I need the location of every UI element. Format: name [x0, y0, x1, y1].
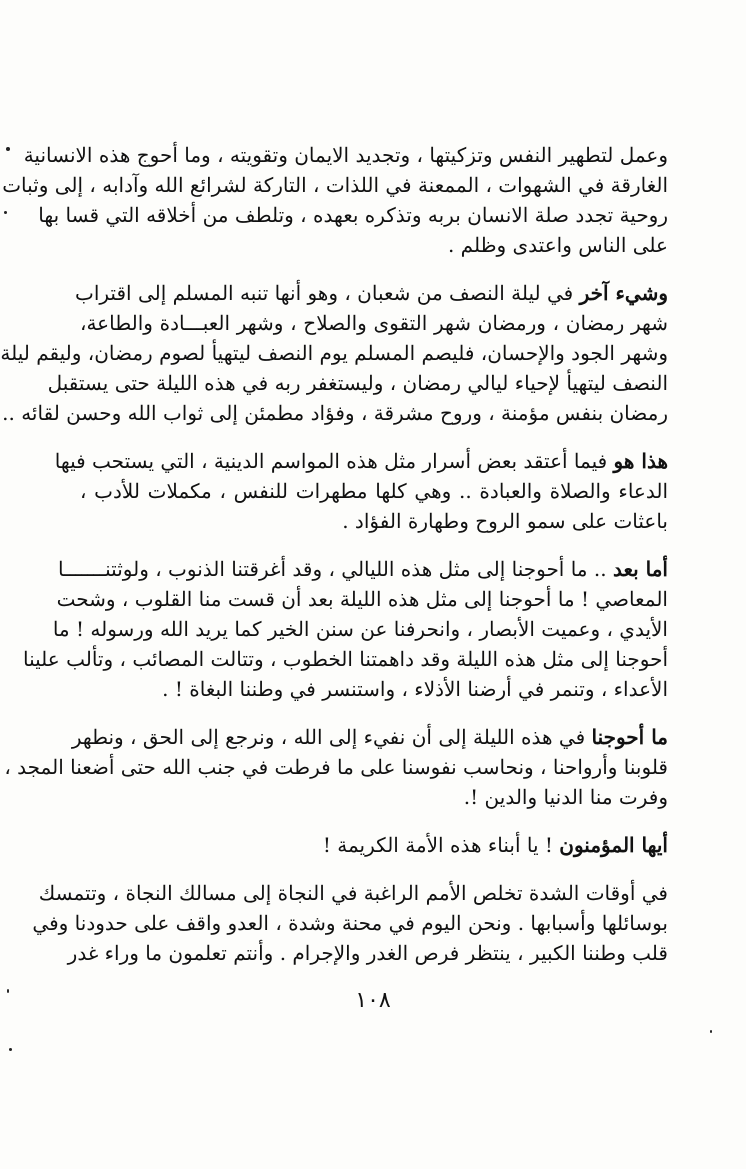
text-line: النصف ليتهيأ لإحياء ليالي رمضان ، وليستغفر ربه في هذه الليلة حتى يستقبل: [47, 371, 668, 395]
text-line: بوسائلها وأسبابها . ونحن اليوم في محنة وشدة ، العدو واقف على حدودنا وفي: [32, 911, 668, 935]
text-line: في أوقات الشدة تخلص الأمم الراغبة في النجاة إلى مسالك النجاة ، وتتمسك: [38, 881, 668, 905]
line-rest: في ليلة النصف من شعبان ، وهو أنها تنبه المسلم إلى اقتراب: [75, 281, 580, 305]
line-rest: .. ما أحوجنا إلى مثل هذه الليالي ، وقد أغرقتنا الذنوب ، ولوثتنـــــــا: [58, 557, 613, 581]
text-line: روحية تجدد صلة الانسان بربه وتذكره بعهده ، وتلطف من أخلاقه التي قسا بها: [38, 203, 668, 227]
text-line: الأيدي ، وعميت الأبصار ، وانحرفنا عن سنن الخير كما يريد الله ورسوله ! ما: [52, 617, 668, 641]
text-line: شهر رمضان ، ورمضان شهر التقوى والصلاح ، وشهر العبـــادة والطاعة،: [80, 311, 668, 335]
text-line: وشهر الجود والإحسان، فليصم المسلم يوم النصف ليتهيأ لصوم رمضان، وليقم ليلة: [0, 341, 668, 365]
paragraph: [0, 278, 668, 428]
line-rest: في هذه الليلة إلى أن نفيء إلى الله ، ونرجع إلى الحق ، ونطهر: [71, 725, 592, 749]
paragraph: [80, 830, 668, 860]
text-line: الدعاء والصلاة والعبادة .. وهي كلها مطهرات للنفس ، مكملات للأدب ،: [80, 479, 668, 503]
text-line: الأعداء ، وتنمر في أرضنا الأذلاء ، واستنسر في وطننا البغاة ! .: [162, 677, 668, 701]
scan-speck: [710, 1030, 712, 1033]
line-rest: ! يا أبناء هذه الأمة الكريمة !: [322, 833, 560, 857]
paragraph-lead: ما أحوجنا: [591, 725, 668, 749]
paragraph: [32, 878, 668, 968]
text-line: وفرت منا الدنيا والدين !.: [463, 785, 668, 809]
text-line: [75, 278, 668, 308]
text-line: [80, 830, 668, 860]
text-line: على الناس واعتدى وظلم .: [447, 233, 668, 257]
paragraph-lead: هذا هو: [613, 449, 668, 473]
paragraph: [54, 446, 668, 536]
paragraph: [4, 722, 668, 812]
scan-speck: [4, 211, 7, 214]
paragraph-lead: أما بعد: [612, 557, 668, 581]
text-line: [58, 554, 668, 584]
text-line: رمضان بنفس مؤمنة ، وروح مشرقة ، وفؤاد مطمئن إلى ثواب الله وحسن لقائه ..: [2, 401, 668, 425]
text-line: الغارقة في الشهوات ، الممعنة في اللذات ، التاركة لشرائع الله وآدابه ، إلى وثبات: [2, 173, 668, 197]
body-text: [0, 140, 668, 986]
page-number: ١٠٨: [355, 988, 391, 1013]
line-rest: فيما أعتقد بعض أسرار مثل هذه المواسم الدينية ، التي يستحب فيها: [54, 449, 614, 473]
text-line: [54, 446, 668, 476]
paragraph: [23, 554, 668, 704]
text-line: المعاصي ! ما أحوجنا إلى مثل هذه الليلة بعد أن قست منا القلوب ، وشحت: [56, 587, 668, 611]
text-line: قلب وطننا الكبير ، ينتظر فرص الغدر والإجرام . وأنتم تعلمون ما وراء غدر: [67, 941, 668, 965]
text-line: قلوبنا وأرواحنا ، ونحاسب نفوسنا على ما فرطت في جنب الله حتى أضعنا المجد ،: [4, 755, 668, 779]
scan-speck: [9, 1048, 12, 1051]
text-line: أحوجنا إلى مثل هذه الليلة وقد داهمتنا الخطوب ، وتتالت المصائب ، وتألب علينا: [23, 647, 668, 671]
text-line: [71, 722, 668, 752]
text-line: وعمل لتطهير النفس وتزكيتها ، وتجديد الايمان وتقويته ، وما أحوج هذه الانسانية: [23, 143, 668, 167]
paragraph-lead: وشيء آخر: [579, 281, 668, 305]
paragraph-lead: أيها المؤمنون: [559, 833, 668, 857]
paragraph: [2, 140, 668, 260]
text-line: باعثات على سمو الروح وطهارة الفؤاد .: [342, 509, 668, 533]
scan-speck: [6, 147, 10, 151]
